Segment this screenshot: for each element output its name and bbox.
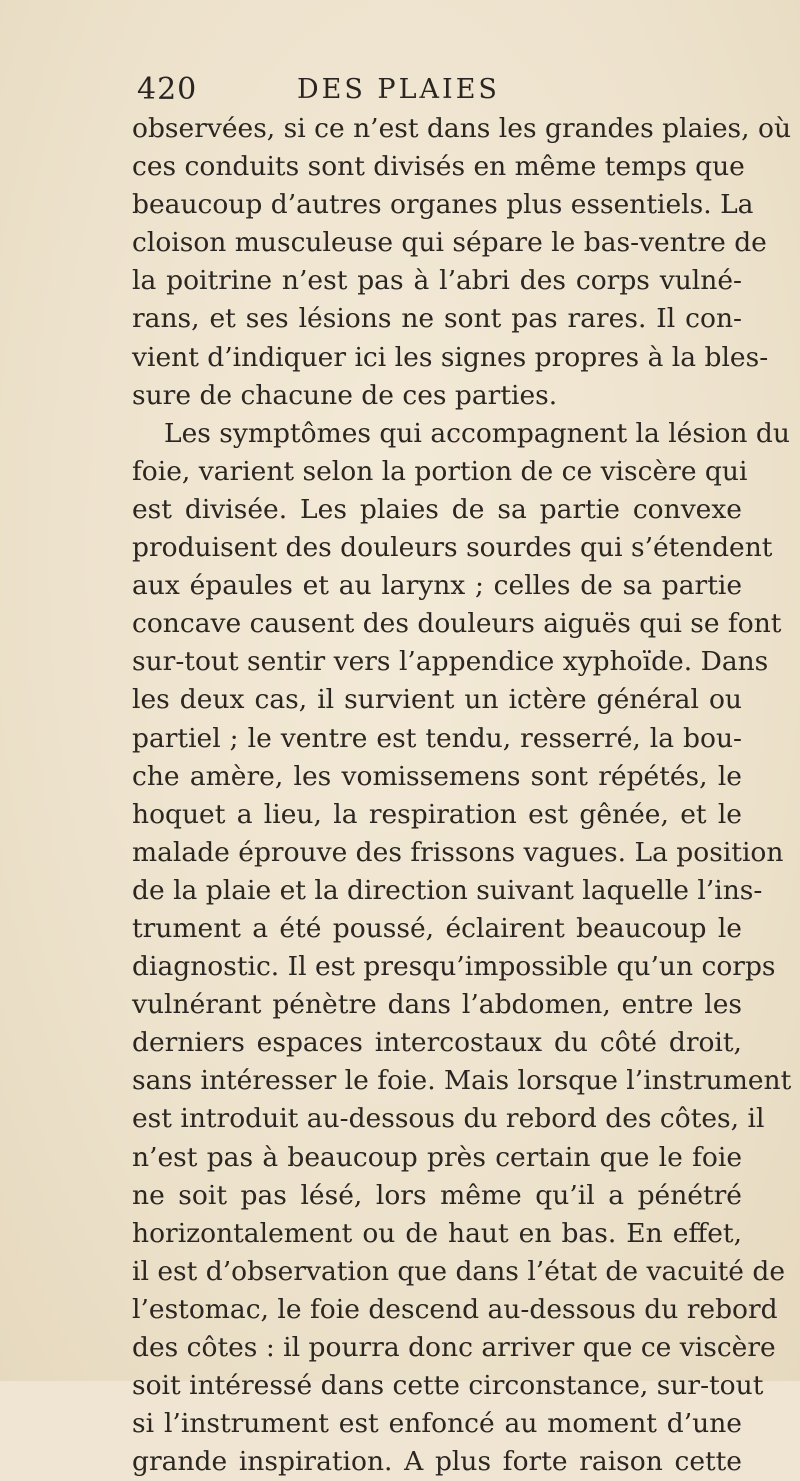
text-line: si l’instrument est enfoncé au moment d’une (132, 1408, 742, 1440)
text-line: ne soit pas lésé, lors même qu’il a pénétré (132, 1179, 742, 1211)
text-line: diagnostic. Il est presqu’impossible qu’un corps (132, 951, 776, 983)
page-header (137, 72, 637, 112)
text-line: vulnérant pénètre dans l’abdomen, entre les (132, 989, 742, 1021)
text-line: trument a été poussé, éclairent beaucoup le (132, 912, 742, 944)
page-number: 420 (137, 72, 198, 107)
text-line: est introduit au-dessous du rebord des côtes, il (132, 1103, 765, 1135)
text-line: malade éprouve des frissons vagues. La position (132, 836, 784, 868)
text-line: soit intéressé dans cette circonstance, sur-tout (132, 1370, 764, 1402)
text-line: n’est pas à beaucoup près certain que le foie (132, 1141, 742, 1173)
text-line: concave causent des douleurs aiguës qui se font (132, 608, 782, 640)
text-line: il est d’observation que dans l’état de vacuité de (132, 1255, 786, 1287)
text-line: sure de chacune de ces parties. (132, 379, 558, 411)
text-line: che amère, les vomissemens sont répétés, le (132, 760, 742, 792)
text-line: ces conduits sont divisés en même temps que (132, 151, 745, 183)
text-line: aux épaules et au larynx ; celles de sa partie (132, 570, 742, 602)
text-line: partiel ; le ventre est tendu, resserré, la bou- (132, 722, 742, 754)
text-line: des côtes : il pourra donc arriver que ce viscère (132, 1332, 776, 1363)
text-line: vient d’indiquer ici les signes propres à la bles- (132, 341, 769, 373)
text-line: de la plaie et la direction suivant laquelle l’ins- (132, 874, 763, 906)
running-head: DES PLAIES (297, 74, 500, 105)
text-line: cloison musculeuse qui sépare le bas-ventre de (132, 227, 767, 259)
text-line: hoquet a lieu, la respiration est gênée, et le (132, 798, 742, 830)
text-line: grande inspiration. A plus forte raison cette (132, 1446, 742, 1478)
text-line: est divisée. Les plaies de sa partie convexe (132, 493, 742, 525)
text-line: foie, varient selon la portion de ce viscère qui (132, 455, 748, 487)
text-line: horizontalement ou de haut en bas. En effet, (132, 1217, 742, 1249)
body-text (132, 110, 792, 1481)
text-line: les deux cas, il survient un ictère général ou (132, 684, 742, 716)
text-line: Les symptômes qui accompagnent la lésion du (164, 417, 790, 449)
text-line: la poitrine n’est pas à l’abri des corps vulné- (132, 265, 742, 297)
text-line: sur-tout sentir vers l’appendice xyphoïde. Dans (132, 646, 769, 678)
text-line: rans, et ses lésions ne sont pas rares. Il con- (132, 303, 742, 335)
text-line: produisent des douleurs sourdes qui s’étendent (132, 532, 773, 564)
text-line: observées, si ce n’est dans les grandes plaies, où (132, 113, 792, 144)
text-line: l’estomac, le foie descend au-dessous du rebord (132, 1293, 778, 1325)
text-line: sans intéresser le foie. Mais lorsque l’instrument (132, 1065, 792, 1097)
text-line: beaucoup d’autres organes plus essentiels. La (132, 189, 754, 221)
text-line: derniers espaces intercostaux du côté droit, (132, 1027, 742, 1059)
